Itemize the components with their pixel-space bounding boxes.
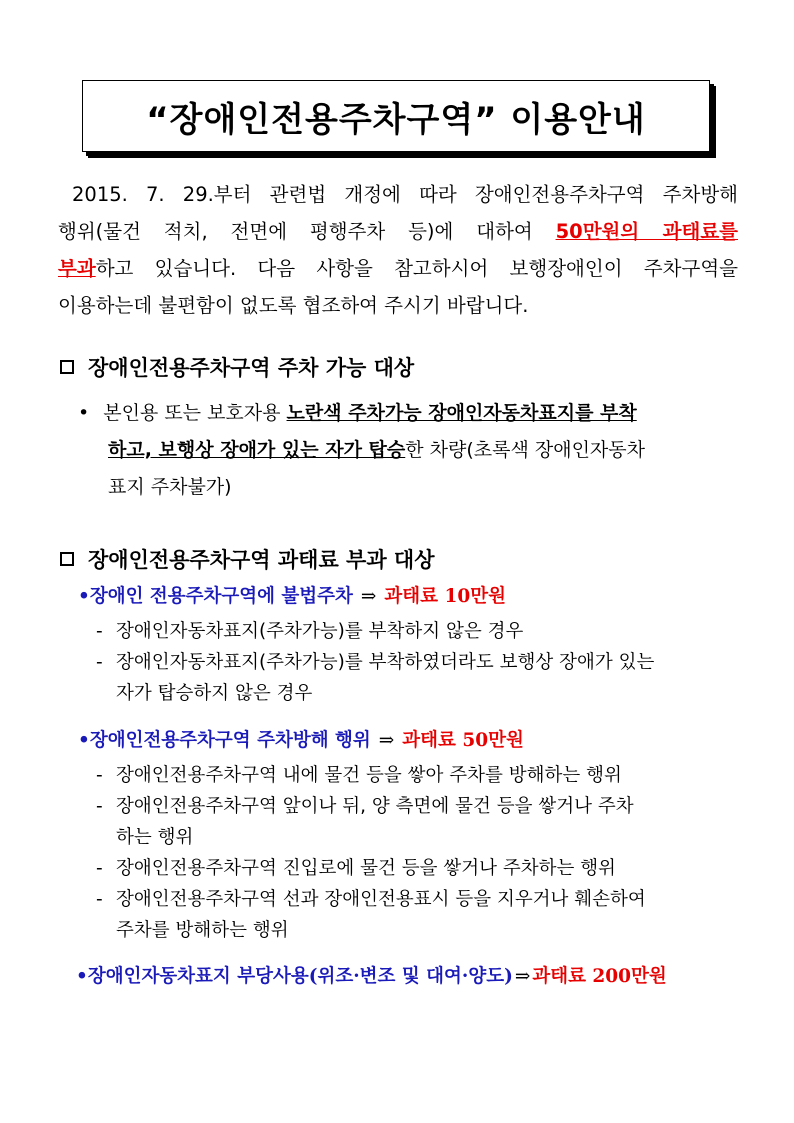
list-item-text-cont: 주차를 방해하는 행위 [116,920,289,941]
penalty-group-title: •장애인 전용주차구역에 불법주차 [78,586,353,607]
list-item-text: 장애인전용주차구역 내에 물건 등을 쌓아 주차를 방해하는 행위 [116,765,622,786]
intro-line-2 [58,213,738,250]
eligible-highlight-2: 하고, 보행상 장애가 있는 자가 탑승 [108,439,406,461]
intro-paragraph [58,176,738,324]
penalty-item-list [96,760,738,946]
penalty-group-illegal-parking [78,582,738,709]
list-item-text-cont: 자가 탑승하지 않은 경우 [116,683,313,704]
title-box [82,80,710,152]
section-penalty-title: 장애인전용주차구역 과태료 부과 대상 [88,548,435,572]
list-item-text: 장애인전용주차구역 앞이나 뒤, 양 측면에 물건 등을 쌓거나 주차 [116,796,634,817]
levy-highlight: 부과 [58,257,96,280]
list-item [96,853,738,884]
eligible-text-1: 본인용 또는 보호자용 [103,402,287,424]
section-penalty-heading [60,544,435,574]
list-item-text: 장애인자동차표지(주차가능)를 부착하였더라도 보행상 장애가 있는 [116,652,655,673]
penalty-item-list [96,616,738,709]
penalty-amount: 과태료 200만원 [532,966,667,987]
intro-line-2-text: 행위(물건 적치, 전면에 평행주차 등)에 대하여 [58,220,556,243]
list-item [96,791,738,853]
list-item-text: 장애인전용주차구역 선과 장애인전용표시 등을 지우거나 훼손하여 [116,889,646,910]
arrow-icon: ⇒ [514,966,531,987]
penalty-group-obstruction [78,726,738,946]
list-item [96,647,738,709]
eligible-line-3: 표지 주차불가) [108,476,232,498]
intro-line-4: 이용하는데 불편함이 없도록 협조하여 주시기 바랍니다. [58,294,529,317]
penalty-group-heading [76,962,736,992]
penalty-amount: 과태료 50만원 [402,730,524,751]
eligible-highlight-1: 노란색 주차가능 장애인자동차표지를 부착 [286,402,637,424]
section-eligible-title: 장애인전용주차구역 주차 가능 대상 [88,356,415,380]
penalty-group-heading [78,582,738,612]
list-item-text-cont: 하는 행위 [116,827,194,848]
fine-highlight: 50만원의 과태료를 [555,220,738,243]
arrow-icon: ⇒ [360,586,377,607]
eligible-description [78,395,728,506]
penalty-group-heading [78,726,738,756]
eligible-line-2 [78,432,728,469]
intro-line-3 [58,250,738,287]
checkbox-square-icon [60,360,74,374]
list-item [96,616,738,647]
intro-line-3-text: 하고 있습니다. 다음 사항을 참고하시어 보행장애인이 주차구역을 [95,257,738,280]
list-item [96,760,738,791]
penalty-group-title: •장애인자동차표지 부당사용(위조·변조 및 대여·양도) [76,966,513,987]
section-eligible-heading [60,352,414,382]
arrow-icon: ⇒ [378,730,395,751]
checkbox-square-icon [60,552,74,566]
penalty-amount: 과태료 10만원 [384,586,506,607]
list-item-text: 장애인자동차표지(주차가능)를 부착하지 않은 경우 [116,621,524,642]
penalty-group-misuse [76,962,736,992]
eligible-line-1 [78,395,728,432]
list-item-text: 장애인전용주차구역 진입로에 물건 등을 쌓거나 주차하는 행위 [116,858,616,879]
intro-line-1: 2015. 7. 29.부터 관련법 개정에 따라 장애인전용주차구역 주차방해 [72,183,738,206]
eligible-text-2: 한 차량(초록색 장애인자동차 [405,439,645,461]
list-item [96,884,738,946]
bullet-icon: • [78,402,90,424]
penalty-group-title: •장애인전용주차구역 주차방해 행위 [78,730,371,751]
page-title: “장애인전용주차구역” 이용안내 [146,99,646,140]
